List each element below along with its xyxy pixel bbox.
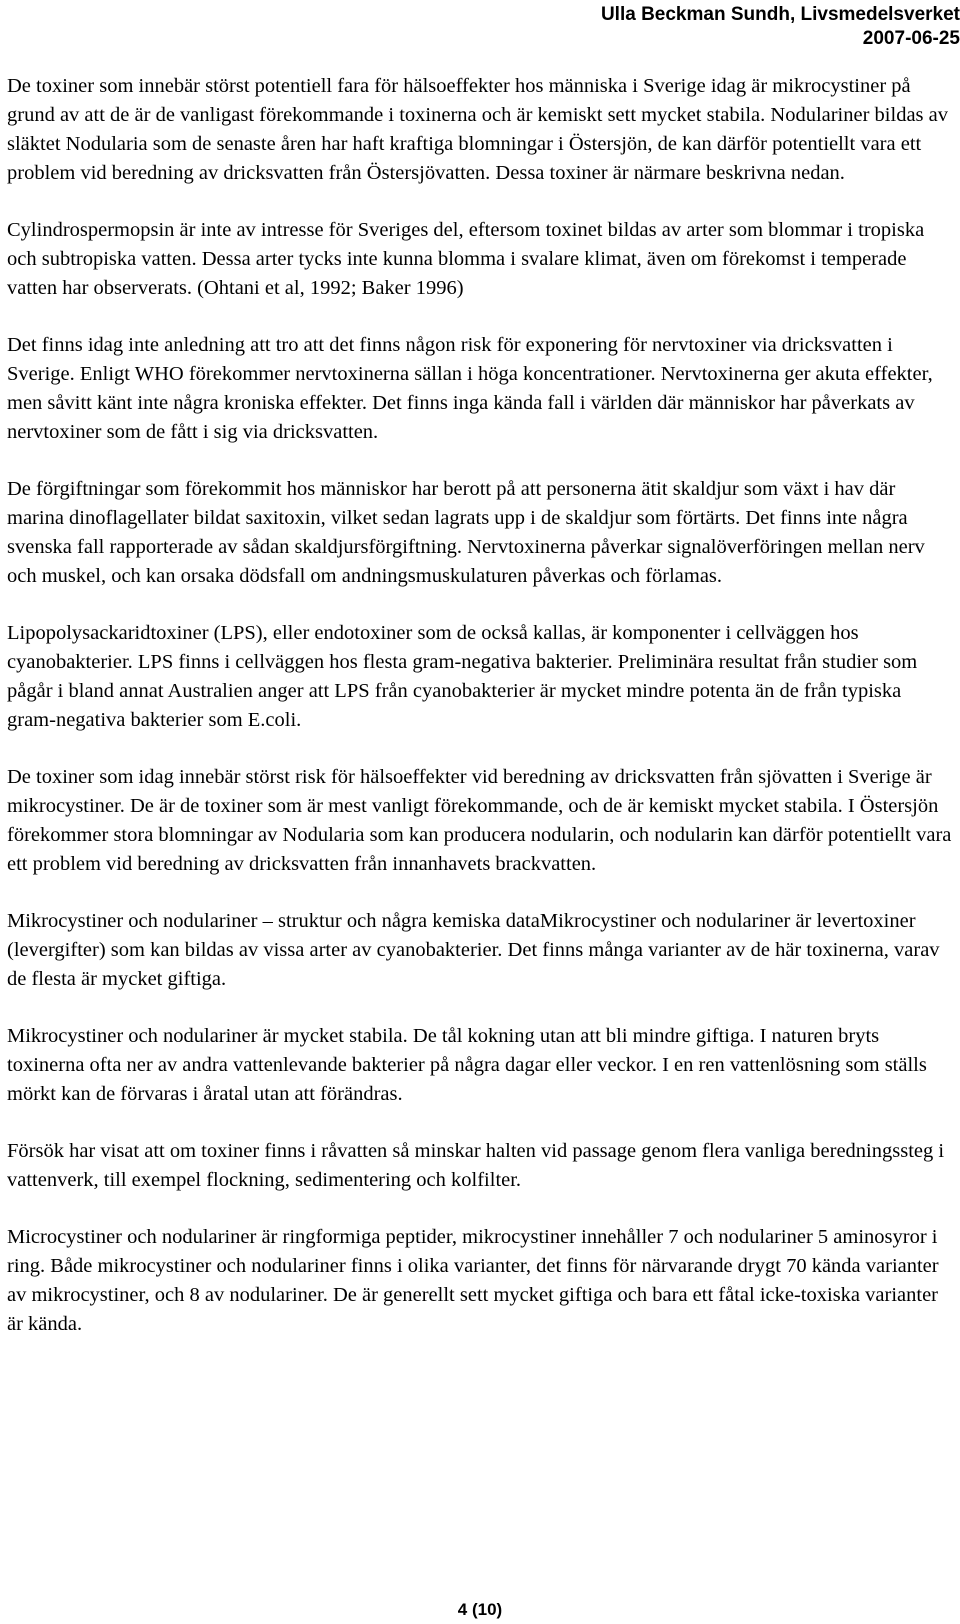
paragraph: De förgiftningar som förekommit hos människor har berott på att personerna ätit skaldjur som växt i hav där marina dinoflagellater bildat saxitoxin, vilket sedan lagrats upp i de skaldjur som förtärts. Det finns inte några svenska fall rapporterade av sådan skaldjursförgiftning. Nervtoxinerna påverkar signalöverföringen mellan nerv och muskel, och kan orsaka dödsfall om andningsmuskulaturen påverkas och förlamas.: [7, 478, 925, 587]
paragraph: Det finns idag inte anledning att tro att det finns någon risk för exponering för nervtoxiner via dricksvatten i Sverige. Enligt WHO förekommer nervtoxinerna sällan i höga koncentrationer. Nervtoxinerna ger akuta effekter, men såvitt känt inte några kroniska effekter. Det finns inga kända fall i världen där människor har påverkats av nervtoxiner som de fått i sig via dricksvatten.: [7, 334, 933, 443]
paragraph: Lipopolysackaridtoxiner (LPS), eller endotoxiner som de också kallas, är komponenter i cellväggen hos cyanobakterier. LPS finns i cellväggen hos flesta gram-negativa bakterier. Preliminära resultat från studier som pågår i bland annat Australien anger att LPS från cyanobakterier är mycket mindre potenta än de från typiska gram-negativa bakterier som E.coli.: [7, 622, 918, 731]
paragraph: Microcystiner och nodulariner är ringformiga peptider, mikrocystiner innehåller 7 och nodulariner 5 aminosyror i ring. Både mikrocystiner och nodulariner finns i olika varianter, det finns för närvarande drygt 70 kända varianter av mikrocystiner, och 8 av nodulariner. De är generellt sett mycket giftiga och bara ett fåtal icke-toxiska varianter är kända.: [7, 1226, 939, 1335]
document-body: [7, 72, 953, 1367]
paragraph: Cylindrospermopsin är inte av intresse för Sveriges del, eftersom toxinet bildas av arter som blommar i tropiska och subtropiska vatten. Dessa arter tycks inte kunna blomma i svalare klimat, även om förekomst i temperade vatten har observerats. (Ohtani et al, 1992; Baker 1996): [7, 219, 925, 299]
header-date: 2007-06-25: [862, 28, 960, 49]
paragraph: De toxiner som idag innebär störst risk för hälsoeffekter vid beredning av dricksvatten från sjövatten i Sverige är mikrocystiner. De är de toxiner som är mest vanligt förekommande, och de är kemiskt mycket stabila. I Östersjön förekommer stora blomningar av Nodularia som kan producera nodularin, och nodularin kan därför potentiellt vara ett problem vid beredning av dricksvatten från innanhavets brackvatten.: [7, 766, 952, 875]
paragraph: Mikrocystiner och nodulariner är mycket stabila. De tål kokning utan att bli mindre giftiga. I naturen bryts toxinerna ofta ner av andra vattenlevande bakterier på några dagar eller veckor. I en ren vattenlösning som ställs mörkt kan de förvaras i åratal utan att förändras.: [7, 1025, 927, 1105]
header-author: Ulla Beckman Sundh, Livsmedelsverket: [600, 4, 960, 25]
paragraph: De toxiner som innebär störst potentiell fara för hälsoeffekter hos människa i Sverige idag är mikrocystiner på grund av att de är de vanligast förekommande i toxinerna och är kemiskt sett mycket stabila. Nodulariner bildas av släktet Nodularia som de senaste åren har haft kraftiga blomningar i Östersjön, de kan därför potentiellt vara ett problem vid beredning av dricksvatten från Östersjövatten. Dessa toxiner är närmare beskrivna nedan.: [7, 75, 948, 184]
paragraph: Försök har visat att om toxiner finns i råvatten så minskar halten vid passage genom flera vanliga beredningssteg i vattenverk, till exempel flockning, sedimentering och kolfilter.: [7, 1140, 945, 1191]
page-number: 4 (10): [457, 1600, 503, 1619]
paragraph: Mikrocystiner och nodulariner – struktur och några kemiska dataMikrocystiner och nodulariner är levertoxiner (levergifter) som kan bildas av vissa arter av cyanobakterier. Det finns många varianter av de här toxinerna, varav de flesta är mycket giftiga.: [7, 910, 940, 990]
